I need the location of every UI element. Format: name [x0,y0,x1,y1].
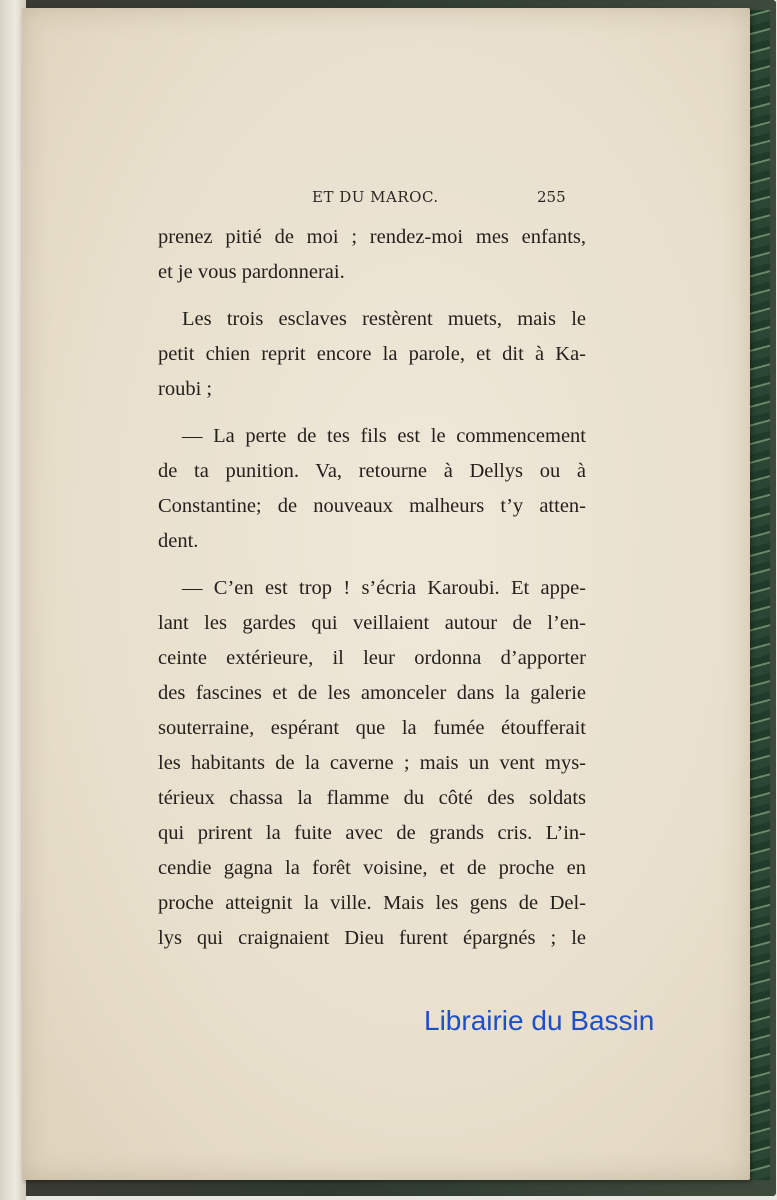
text-line: ceinte extérieure, il leur ordonna d’apporter [158,647,586,669]
paragraph [158,571,586,956]
paragraph [158,419,586,559]
text-line: dent. [158,530,199,552]
text-line: petit chien reprit encore la parole, et dit à Ka- [158,343,586,365]
text-line: — C’en est trop ! s’écria Karoubi. Et appe- [182,577,586,599]
text-line: des fascines et de les amonceler dans la galerie [158,682,586,704]
text-line: térieux chassa la flamme du côté des soldats [158,787,586,809]
running-head: ET DU MAROC. [312,188,439,206]
text-line: prenez pitié de moi ; rendez-moi mes enfants, [158,226,586,248]
text-line: les habitants de la caverne ; mais un vent mys- [158,752,586,774]
text-line: lant les gardes qui veillaient autour de l’en- [158,612,586,634]
text-line: Les trois esclaves restèrent muets, mais le [182,308,586,330]
text-line: souterraine, espérant que la fumée étoufferait [158,717,586,739]
body-text [158,220,586,968]
text-line: roubi ; [158,378,213,400]
text-line: de ta punition. Va, retourne à Dellys ou à [158,460,586,482]
text-line: proche atteignit la ville. Mais les gens de Del- [158,892,586,914]
text-line: — La perte de tes fils est le commencement [182,425,586,447]
text-line: cendie gagna la forêt voisine, et de proche en [158,857,586,879]
text-line: Constantine; de nouveaux malheurs t’y atten- [158,495,586,517]
text-line: lys qui craignaient Dieu furent épargnés ; le [158,927,586,949]
text-line: qui prirent la fuite avec de grands cris. L’in- [158,822,586,844]
paragraph [158,220,586,290]
text-line: et je vous pardonnerai. [158,261,345,283]
seller-watermark: Librairie du Bassin [424,1005,655,1036]
page-number: 255 [537,188,566,206]
page-header [22,188,750,212]
paragraph [158,302,586,407]
